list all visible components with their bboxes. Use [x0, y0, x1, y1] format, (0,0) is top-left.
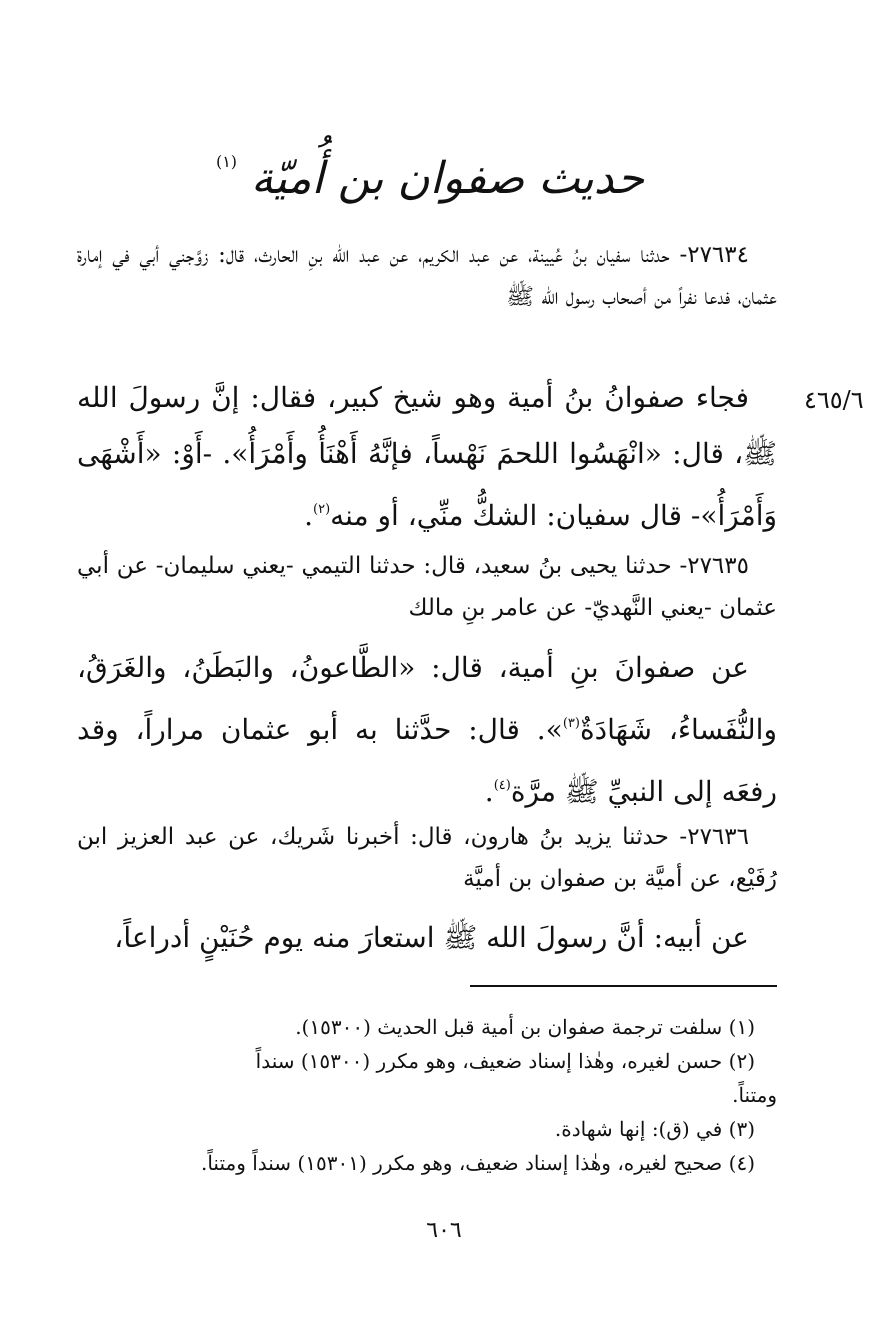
hadith-27634-matn	[77, 370, 777, 544]
page-number: ٦٠٦	[426, 1218, 462, 1243]
footnote-4: (٤) صحيح لغيره، وهٰذا إسناد ضعيف، وهو مكرر (١٥٣٠١) سنداً ومتناً.	[200, 1151, 755, 1175]
isnad-text: ٢٧٦٣٤- حدثنا سفيان بنُ عُيينة، عن عبد الكريم، عن عبد الله بنِ الحارث، قال: زوَّجني أبي في إمارة عثمان، فدعا نفراً من أصحاب رسول الله ﷺ	[77, 242, 777, 310]
footnote-2: (٢) حسن لغيره، وهٰذا إسناد ضعيف، وهو مكرر (١٥٣٠٠) سنداً	[255, 1049, 755, 1073]
footnote-marker: (٣)	[562, 716, 580, 731]
footnote-marker: (٤)	[493, 778, 511, 793]
matn-text-continued: ». قال: حدَّثنا به أبو عثمان مراراً، وقد رفعَه إلى النبيِّ ﷺ مرَّة	[77, 713, 777, 808]
matn-text: عن صفوانَ بنِ أمية، قال: «الطَّاعونُ، والبَطَنُ، والغَرَقُ، والنُّفَساءُ، شَهَادَةٌ	[77, 651, 777, 746]
footnote-1: (١) سلفت ترجمة صفوان بن أمية قبل الحديث (١٥٣٠٠).	[295, 1015, 755, 1039]
footnote-3: (٣) في (ق): إنها شهادة.	[554, 1117, 755, 1141]
matn-end: .	[304, 499, 313, 532]
title-text: حديث صفوان بن أُميّة	[251, 153, 645, 204]
footnotes	[77, 1010, 777, 1180]
hadith-27634-isnad	[77, 234, 777, 318]
matn-text: عن أبيه: أنَّ رسولَ الله ﷺ استعارَ منه يوم حُنَيْنٍ أدراعاً،	[114, 921, 749, 954]
title-footnote-marker: (١)	[215, 152, 238, 171]
hadith-27636-isnad	[77, 816, 777, 900]
isnad-text: ٢٧٦٣٦- حدثنا يزيد بنُ هارون، قال: أخبرنا شَريك، عن عبد العزيز ابن رُفَيْع، عن أميَّة بن صفوان بن أميَّة	[77, 824, 777, 892]
isnad-text: ٢٧٦٣٥- حدثنا يحيى بنُ سعيد، قال: حدثنا التيمي -يعني سليمان- عن أبي عثمان -يعني النَّهديّ- عن عامر بنِ مالك	[77, 553, 777, 621]
matn-text: فجاء صفوانُ بنُ أمية وهو شيخ كبير، فقال: إنَّ رسولَ الله ﷺ، قال: «انْهَسُوا اللحمَ نَهْساً، فإنَّهُ أَهْنَأُ وأَمْرَأُ». -أَوْ: «أَشْهَى وَأَمْرَأُ»- قال سفيان: الشكُّ منِّي، أو منه	[77, 381, 777, 532]
footnote-2-continued: ومتناً.	[732, 1083, 777, 1107]
hadith-27635-isnad	[77, 545, 777, 629]
footnote-separator	[470, 985, 777, 987]
hadith-27636-matn	[77, 910, 777, 966]
hadith-27635-matn	[77, 640, 777, 820]
footnote-marker: (٢)	[313, 502, 331, 517]
matn-end: .	[484, 775, 494, 808]
hadith-title	[150, 132, 710, 209]
margin-volume-page-reference: ٤٦٥/٦	[804, 386, 864, 414]
